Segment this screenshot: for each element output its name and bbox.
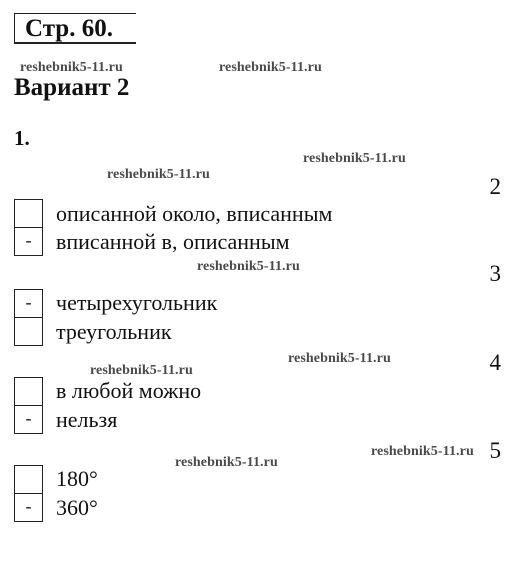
question-number: 3: [489, 261, 501, 286]
watermark: reshebnik5-11.ru: [175, 455, 278, 470]
question-number: 2: [489, 174, 501, 199]
answer-checkbox[interactable]: -: [14, 494, 43, 522]
answer-checkbox[interactable]: [14, 318, 43, 346]
question-number: 4: [489, 350, 501, 375]
page-header-title: Стр. 60.: [25, 15, 113, 42]
answer-checkbox[interactable]: -: [14, 289, 43, 318]
answer-option-text: в любой можно: [56, 378, 202, 403]
answer-checkbox[interactable]: -: [14, 228, 43, 256]
question-number: 5: [489, 438, 501, 463]
answer-checkbox[interactable]: [14, 199, 43, 228]
variant-title: Вариант 2: [14, 74, 130, 101]
watermark: reshebnik5-11.ru: [107, 167, 210, 182]
watermark: reshebnik5-11.ru: [288, 351, 391, 366]
answer-checkbox[interactable]: [14, 465, 43, 494]
answer-option-text: вписанной в, описанным: [56, 229, 290, 254]
watermark: reshebnik5-11.ru: [90, 363, 193, 378]
page-header-box: [14, 13, 136, 44]
answer-option-text: 360°: [56, 495, 98, 520]
watermark: reshebnik5-11.ru: [219, 60, 322, 75]
watermark: reshebnik5-11.ru: [197, 259, 300, 274]
watermark: reshebnik5-11.ru: [303, 151, 406, 166]
answer-option-text: описанной около, вписанным: [56, 201, 333, 226]
answer-checkbox[interactable]: -: [14, 406, 43, 434]
answer-checkbox[interactable]: [14, 377, 43, 406]
answer-option-text: 180°: [56, 466, 98, 491]
watermark: reshebnik5-11.ru: [371, 444, 474, 459]
watermark: reshebnik5-11.ru: [20, 60, 123, 75]
task-number: 1.: [14, 126, 30, 150]
answer-option-text: четырехугольник: [56, 290, 218, 315]
answer-option-text: треугольник: [56, 319, 172, 344]
answer-option-text: нельзя: [56, 407, 118, 432]
